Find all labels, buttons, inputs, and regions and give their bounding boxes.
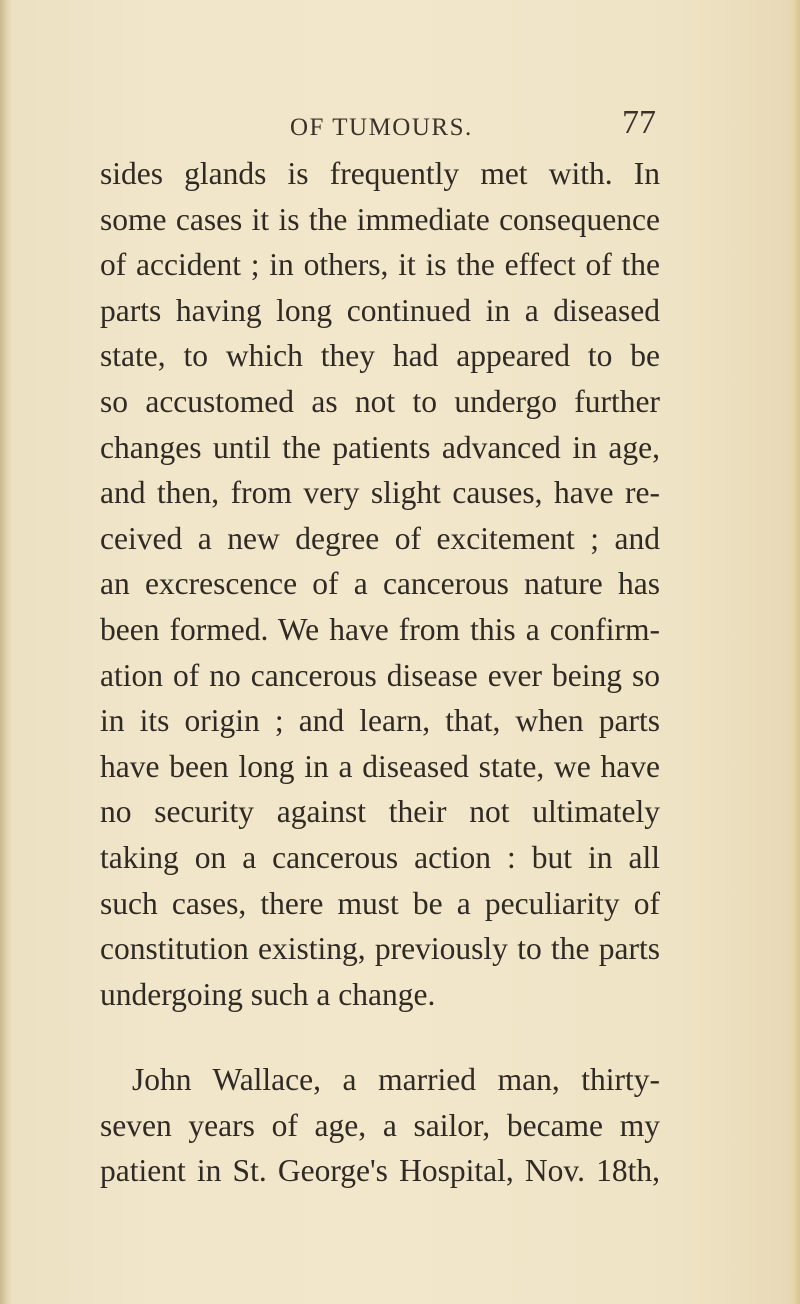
text-line: sides glands is frequently met with. In: [100, 156, 660, 191]
text-line: parts having long continued in a diseased: [100, 292, 660, 328]
paragraph-spacer: [100, 1017, 660, 1057]
text-line: taking on a cancerous action : but in all: [100, 839, 660, 875]
page-number: 77: [622, 104, 656, 141]
text-line: of accident ; in others, it is the effect of the: [100, 247, 660, 283]
text-line: seven years of age, a sailor, became my: [100, 1107, 660, 1143]
running-title: OF TUMOURS.: [290, 114, 473, 141]
text-line: state, to which they had appeared to be: [100, 338, 660, 374]
text-line: undergoing such a change.: [100, 976, 436, 1012]
text-line: so accustomed as not to undergo further: [100, 383, 660, 419]
text-line: and then, from very slight causes, have re-: [100, 475, 660, 511]
page-header: [100, 104, 656, 148]
text-line: patient in St. George's Hospital, Nov. 18th,: [100, 1153, 660, 1189]
text-line: some cases it is the immediate consequence: [100, 201, 660, 237]
text-line: constitution existing, previously to the parts: [100, 931, 660, 967]
text-line: ation of no cancerous disease ever being so: [100, 657, 660, 693]
paragraph-2: [100, 1057, 660, 1194]
text-line: an excrescence of a cancerous nature has: [100, 566, 660, 602]
text-line: been formed. We have from this a confirm-: [100, 611, 660, 647]
text-line: John Wallace, a married man, thirty-: [132, 1062, 660, 1098]
text-line: changes until the patients advanced in age,: [100, 429, 660, 465]
body-text: [100, 151, 660, 1194]
text-line: no security against their not ultimately: [100, 794, 660, 830]
text-line: in its origin ; and learn, that, when parts: [100, 703, 660, 739]
text-line: have been long in a diseased state, we have: [100, 748, 660, 784]
page-left-edge: [0, 0, 12, 1304]
paragraph-1: [100, 151, 660, 1017]
page-right-edge: [786, 0, 800, 1304]
text-line: such cases, there must be a peculiarity of: [100, 885, 660, 921]
text-line: ceived a new degree of excitement ; and: [100, 520, 660, 556]
